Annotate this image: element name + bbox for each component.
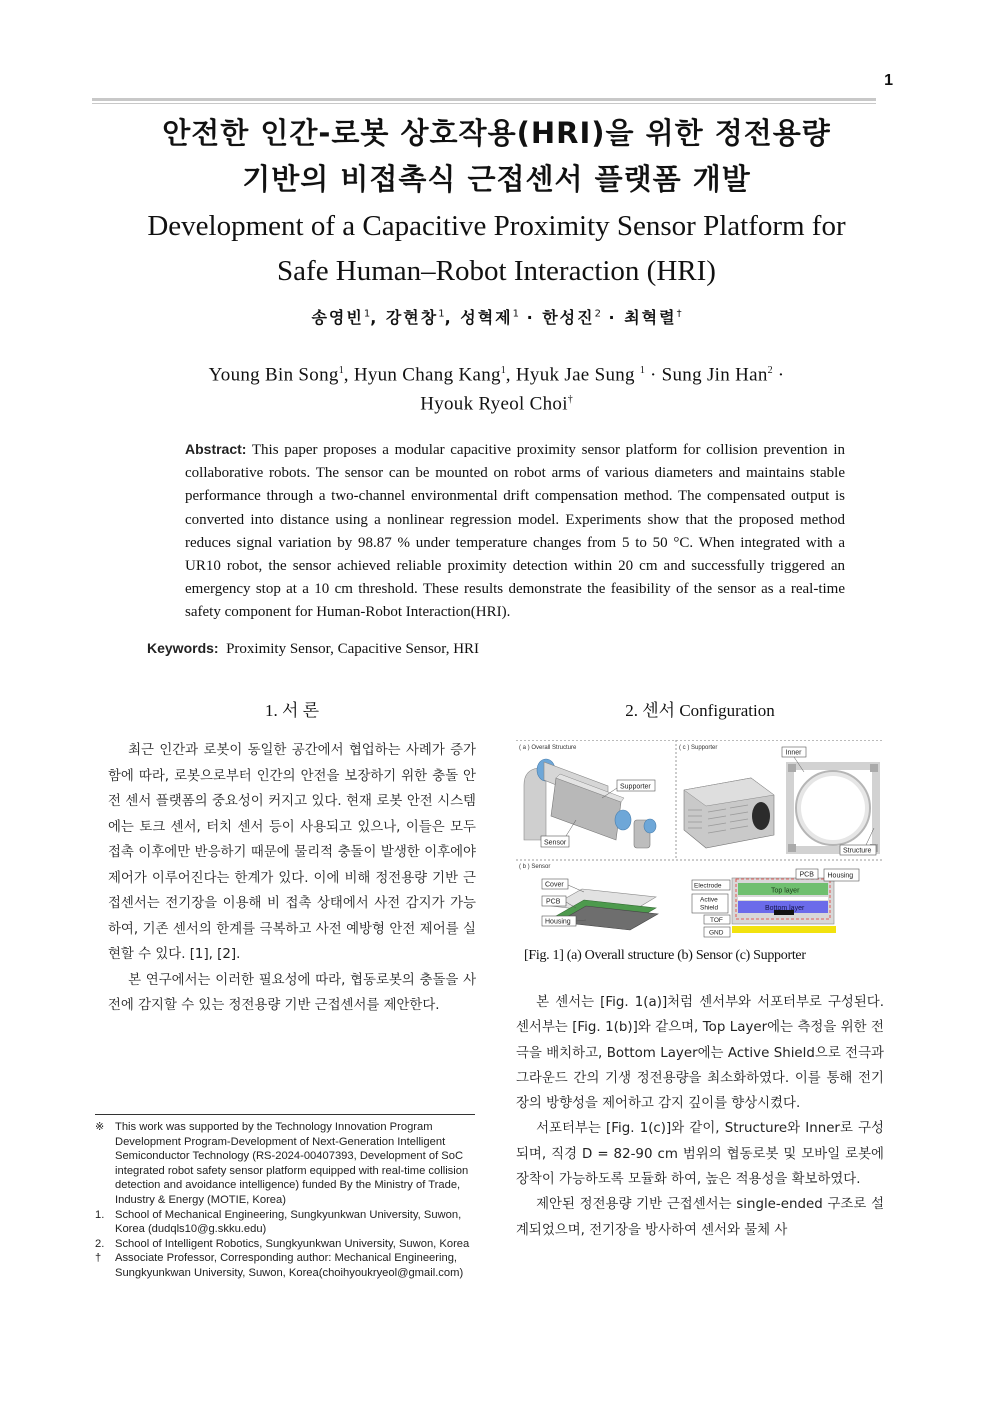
footnote-affiliation-1 (95, 1208, 485, 1237)
label-cover: Cover (545, 881, 564, 889)
author-en-affil: † (567, 394, 573, 406)
author-en-sep: , (505, 364, 516, 386)
author-kr-affil: † (676, 308, 682, 320)
figure-panel-b (519, 864, 859, 937)
label-structure: Structure (843, 847, 872, 855)
label-active-shield-line2: Shield (700, 904, 719, 912)
keywords-text: Proximity Sensor, Capacitive Sensor, HRI (226, 641, 480, 657)
section1-heading: 1. 서 론 (264, 701, 320, 720)
label-electrode: Electrode (694, 882, 722, 890)
korean-title-line2: 기반의 비접촉식 근접센서 플랫폼 개발 (242, 162, 751, 196)
label-housing: Housing (545, 918, 571, 926)
label-tof: TOF (710, 917, 723, 924)
author-en-affil: 1 (338, 365, 344, 376)
figure-1 (516, 740, 884, 940)
author-en-name: Young Bin Song (208, 364, 339, 386)
label-top-layer: Top layer (771, 887, 800, 895)
figure-panel-c (679, 745, 880, 855)
author-kr-sep: · (519, 308, 543, 327)
footnote-text: School of Intelligent Robotics, Sungkyunkwan University, Suwon, Korea (115, 1237, 470, 1250)
abstract-text: This paper proposes a modular capacitive proximity sensor platform for collision prevention in collaborative robots. The sensor can be mounted on robot arms of various diameters and maintains stable performance through a two-channel environmental drift compensation method. The compensated output is converted into distance using a nonlinear regression model. Experiments show that the proposed method reduces signal variation by 98.87 % under temperature changes from 5 to 50 °C. When integrated with a UR10 robot, the sensor achieved reliable proximity detection within 20 cm and successfully triggered an emergency stop at a 10 cm threshold. These results demonstrate the feasibility of the sensor as a real-time safety component for Human-Robot Interaction(HRI). (185, 442, 845, 621)
author-kr-name: 성혁제 (460, 308, 513, 327)
author-kr-name: 송영빈 (311, 308, 364, 327)
author-en-affil: 1 (500, 365, 506, 376)
abstract-label: Abstract: (185, 441, 247, 457)
page-number: 1 (884, 72, 893, 89)
label-inner: Inner (785, 749, 802, 757)
footnote-corresponding (95, 1251, 485, 1280)
author-kr-sep: , (370, 308, 386, 327)
panel-a-title: ( a ) Overall Structure (519, 745, 577, 751)
panel-c-title: ( c ) Supporter (679, 745, 718, 751)
section2-paragraph: 서포터부는 [Fig. 1(c)]와 같이, Structure와 Inner로 구성되며, 직경 D = 82-90 cm 범위의 협동로봇 및 모바일 로봇에 장착이 가능하도록 모듈화 하여, 높은 적용성을 확보하였다. (516, 1121, 884, 1188)
author-en-sep: · (772, 364, 785, 386)
section2-paragraph: 본 센서는 [Fig. 1(a)]처럼 센서부와 서포터부로 구성된다. 센서부는 [Fig. 1(b)]와 같으며, Top Layer에는 측정을 위한 전극을 배치하고, Bottom Layer에는 Active Shield으로 전극과 그라운드 간의 기생 정전용량을 최소화하였다. 이를 통해 전기장의 방향성을 제어하고 감지 깊이를 향상시켰다. (516, 995, 884, 1112)
keywords (147, 640, 847, 658)
author-kr-affil: 2 (594, 308, 601, 320)
author-kr-affil: 1 (363, 308, 371, 320)
author-en-sep: , (343, 364, 354, 386)
label-active-shield-line1: Active (700, 896, 718, 904)
label-gnd: GND (709, 929, 724, 937)
footnote-funding (95, 1120, 485, 1208)
footnote-text: School of Mechanical Engineering, Sungkyunkwan University, Suwon, Korea (dudqls10@g.skku.edu) (115, 1208, 462, 1236)
section1-paragraph: 최근 인간과 로봇이 동일한 공간에서 협업하는 사례가 증가함에 따라, 로봇으로부터 인간의 안전을 보장하기 위한 충돌 안전 센서 플랫폼의 중요성이 커지고 있다. 현재 로봇 안전 시스템에는 토크 센서, 터치 센서 등이 사용되고 있으나, 이들은 모두 접촉 이후에만 반응하기 때문에 물리적 충돌이 발생한 이후에야 제어가 이루어진다는 한계가 있다. 이에 비해 정전용량 기반 근접센서는 전기장을 이용해 비 접촉 상태에서 사전 감지가 가능하여, 기존 센서의 한계를 극복하고 사전 예방형 안전 제어를 실현할 수 있다. [1], [2]. (108, 743, 476, 962)
korean-title-line1: 안전한 인간-로봇 상호작용(HRI)을 위한 정전용량 (162, 116, 831, 150)
footnote-mark: ※ (95, 1121, 105, 1133)
author-en-name: Hyouk Ryeol Choi (420, 393, 568, 415)
label-pcb: PCB (546, 898, 561, 906)
header-rule (92, 98, 876, 101)
footnote-mark: † (95, 1252, 102, 1265)
english-title-line1: Development of a Capacitive Proximity Sensor Platform for (147, 210, 846, 242)
author-en-name: Hyuk Jae Sung (515, 364, 640, 386)
author-kr-sep: · (600, 308, 625, 327)
author-en-name: Sung Jin Han (661, 364, 768, 386)
figure-caption: [Fig. 1] (a) Overall structure (b) Sensor (c) Supporter (524, 948, 806, 963)
keywords-label: Keywords: (147, 640, 219, 656)
english-title-line2: Safe Human–Robot Interaction (HRI) (277, 255, 716, 287)
english-title (60, 204, 933, 294)
header-rule-thin (92, 103, 876, 104)
korean-authors (60, 305, 933, 328)
footnote-rule (95, 1114, 475, 1115)
author-kr-name: 최혁렬 (624, 308, 677, 327)
author-en-sep: · (644, 364, 662, 386)
label-supporter: Supporter (620, 783, 651, 791)
section1-paragraph: 본 연구에서는 이러한 필요성에 따라, 협동로봇의 충돌을 사전에 감지할 수 있는 정전용량 기반 근접센서를 제안한다. (108, 972, 476, 1013)
label-pcb-right: PCB (799, 871, 814, 879)
footnote-text: This work was supported by the Technology Innovation Program Development Program-Development of Next-Generation Intelligent Semiconductor Technology (RS-2024-00407393, Development of SoC integrated robot safety sensor platform equipped with real-time collision detection and avoidance intelligence) funded By the Ministry of Trade, Industry & Energy (MOTIE, Korea) (115, 1121, 469, 1206)
footnotes (95, 1120, 485, 1281)
author-kr-sep: , (444, 308, 461, 327)
english-authors (110, 358, 883, 417)
korean-title (60, 110, 933, 202)
label-bottom-layer: Bottom layer (765, 905, 805, 912)
footnote-affiliation-2 (95, 1237, 485, 1252)
section2-paragraph: 제안된 정전용량 기반 근접센서는 single-ended 구조로 설계되었으며, 전기장을 방사하여 센서와 물체 사 (516, 1197, 884, 1238)
author-en-name: Hyun Chang Kang (353, 364, 501, 386)
author-kr-affil: 1 (512, 308, 519, 320)
section1-body (108, 738, 476, 1019)
author-en-affil: 1 (639, 365, 645, 376)
footnote-mark: 2. (95, 1237, 105, 1250)
section2-body (516, 990, 884, 1243)
author-en-affil: 2 (767, 365, 773, 376)
author-kr-affil: 1 (438, 308, 445, 320)
section2-heading: 2. 센서 Configuration (625, 701, 775, 720)
author-kr-name: 한성진 (542, 308, 595, 327)
label-sensor: Sensor (544, 839, 567, 847)
abstract (185, 438, 845, 625)
footnote-mark: 1. (95, 1208, 105, 1221)
panel-b-title: ( b ) Sensor (519, 864, 551, 870)
footnote-text: Associate Professor, Corresponding author: Mechanical Engineering, Sungkyunkwan University, Suwon, Korea(choihyoukryeol@gmail.com) (115, 1252, 464, 1279)
label-housing-right: Housing (827, 872, 854, 880)
author-kr-name: 강현창 (385, 308, 439, 327)
figure-panel-a (519, 745, 656, 848)
